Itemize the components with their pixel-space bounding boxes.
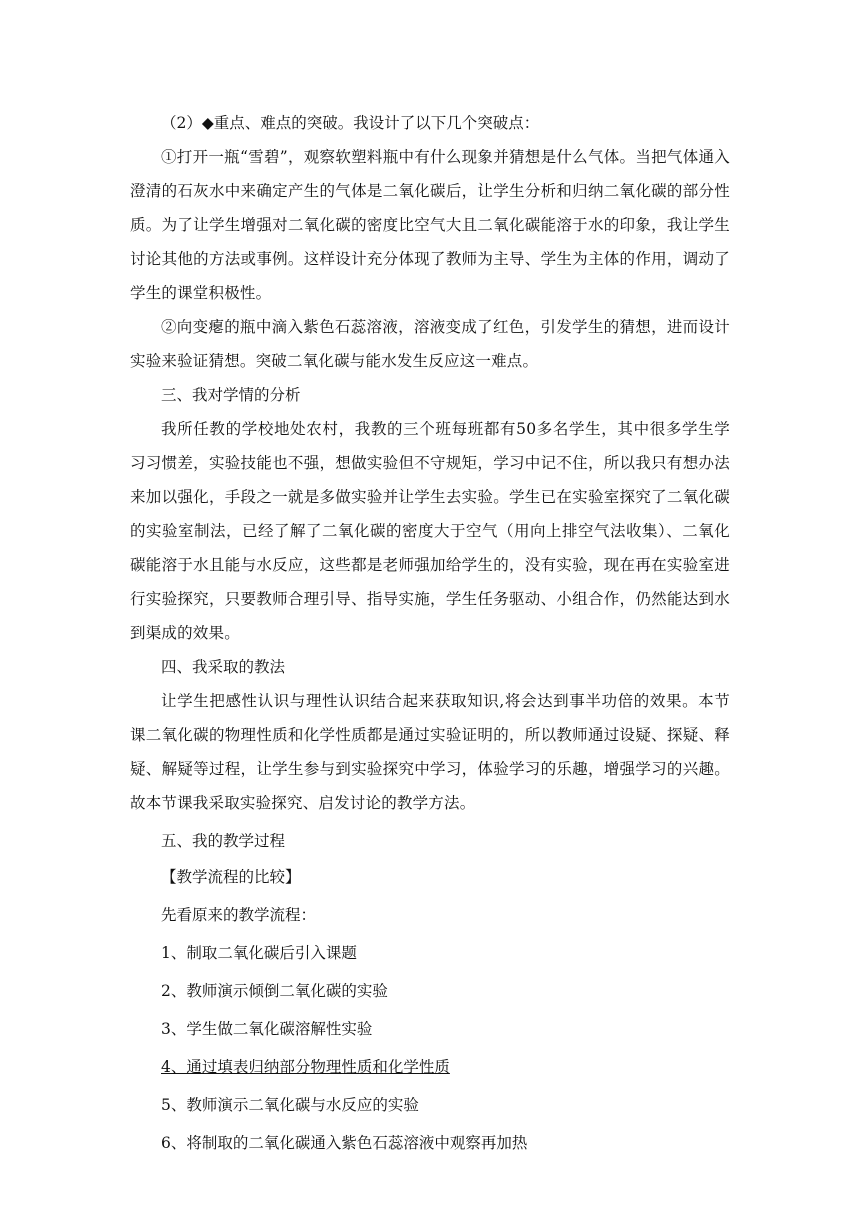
step-item: 2、教师演示倾倒二氧化碳的实验: [161, 982, 388, 1000]
paragraph-point-1: ①打开一瓶“雪碧”，观察软塑料瓶中有什么现象并猜想是什么气体。当把气体通入澄清的石灰水中来确定产生的气体是二氧化碳后，让学生分析和归纳二氧化碳的部分性质。为了让学生增强对二氧化碳的密度比空气大且二氧化碳能溶于水的印象，我让学生讨论其他的方法或事例。这样设计充分体现了教师为主导、学生为主体的作用，调动了学生的课堂积极性。: [130, 148, 730, 302]
section-3-body: 我所任教的学校地处农村，我教的三个班每班都有50多名学生，其中很多学生学习习惯差，实验技能也不强，想做实验但不守规矩，学习中记不住，所以我只有想办法来加以强化，手段之一就是多做实验并让学生去实验。学生已在实验室探究了二氧化碳的实验室制法，已经了解了二氧化碳的密度大于空气（用向上排空气法收集）、二氧化碳能溶于水且能与水反应，这些都是老师强加给学生的，没有实验，现在再在实验室进行实验探究，只要教师合理引导、指导实施，学生任务驱动、小组合作，仍然能达到水到渠成的效果。: [130, 420, 730, 642]
heading-key-points: （2）◆重点、难点的突破。我设计了以下几个突破点：: [161, 114, 540, 132]
step-item: 3、学生做二氧化碳溶解性实验: [161, 1020, 373, 1038]
section-4-body: 让学生把感性认识与理性认识结合起来获取知识,将会达到事半功倍的效果。本节课二氧化碳的物理性质和化学性质都是通过实验证明的，所以教师通过设疑、探疑、释疑、解疑等过程，让学生参与到实验探究中学习，体验学习的乐趣，增强学习的兴趣。故本节课我采取实验探究、启发讨论的教学方法。: [130, 692, 730, 812]
subsection-title: 【教学流程的比较】: [161, 868, 301, 886]
intro-line: 先看原来的教学流程：: [161, 906, 317, 924]
document-content: [130, 106, 730, 1162]
section-4-title: 四、我采取的教法: [161, 658, 286, 676]
step-item-underlined: 4、通过填表归纳部分物理性质和化学性质: [161, 1058, 450, 1076]
step-item: 5、教师演示二氧化碳与水反应的实验: [161, 1096, 419, 1114]
paragraph-point-2: ②向变瘪的瓶中滴入紫色石蕊溶液，溶液变成了红色，引发学生的猜想，进而设计实验来验证猜想。突破二氧化碳与能水发生反应这一难点。: [130, 318, 730, 370]
section-5-title: 五、我的教学过程: [161, 832, 286, 850]
step-item: 1、制取二氧化碳后引入课题: [161, 944, 357, 962]
step-item: 6、将制取的二氧化碳通入紫色石蕊溶液中观察再加热: [161, 1134, 528, 1152]
section-3-title: 三、我对学情的分析: [161, 386, 301, 404]
